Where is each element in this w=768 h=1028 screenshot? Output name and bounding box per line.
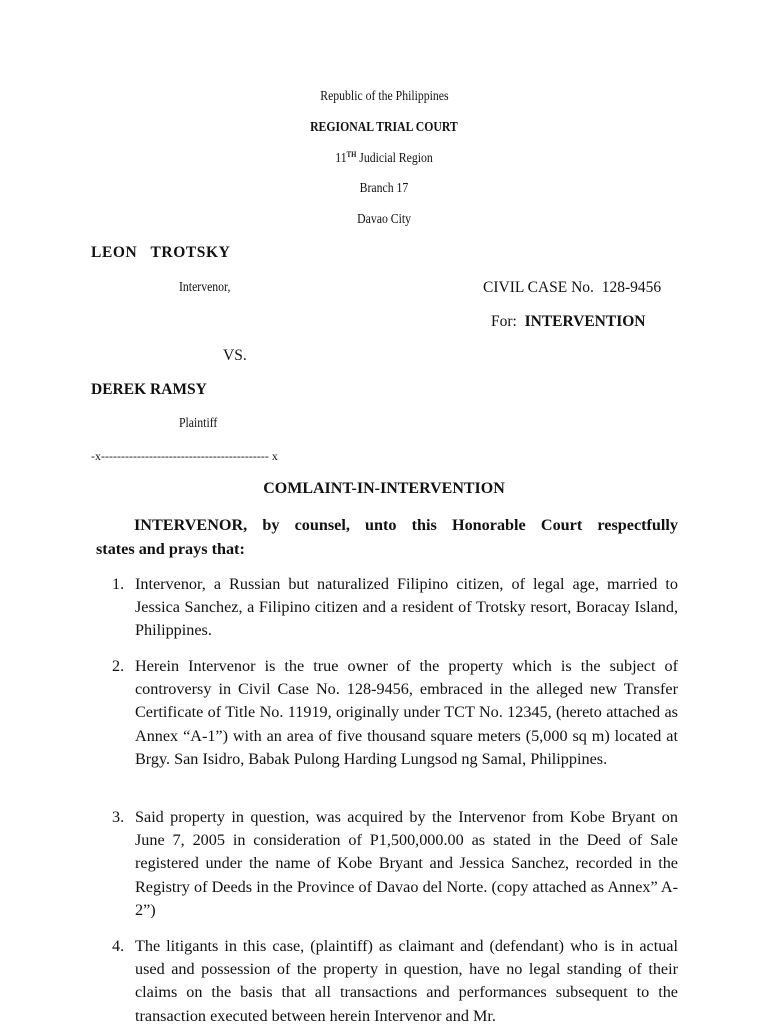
judicial-region: 11TH Judicial Region — [335, 150, 433, 166]
intervenor-role: Intervenor, — [179, 280, 231, 295]
for-label: For: — [491, 313, 517, 330]
item-number: 3. — [112, 808, 125, 826]
plaintiff-name: DEREK RAMSY — [91, 381, 207, 398]
versus: VS. — [223, 347, 247, 364]
item-number: 1. — [112, 575, 125, 593]
city-line: Davao City — [357, 212, 411, 227]
item-number: 4. — [112, 937, 125, 955]
caption-separator: -x------------------------------------------ x — [91, 449, 278, 463]
allegation-item-1 — [112, 573, 678, 643]
item-text: The litigants in this case, (plaintiff) as claimant and (defendant) who is in actual used and possession of the property in question, have no legal standing of their claims on the basis that all transactions and performances subsequent to the transaction executed between herein Intervenor and Mr. — [135, 937, 678, 1025]
allegation-item-4 — [112, 935, 678, 1028]
intro-line-2: states and prays that: — [96, 540, 245, 558]
republic-line: Republic of the Philippines — [319, 89, 449, 104]
case-number: 128-9456 — [601, 279, 662, 296]
allegation-item-3 — [112, 806, 678, 922]
civil-case-number — [483, 279, 661, 297]
item-number: 2. — [112, 657, 125, 675]
case-nature — [491, 313, 646, 331]
item-text: Intervenor, a Russian but naturalized Filipino citizen, of legal age, married to Jessica Sanchez, a Filipino citizen and a resident of Trotsky resort, Boracay Island, Philippines. — [135, 575, 678, 640]
branch-line: Branch 17 — [359, 181, 409, 196]
plaintiff-role: Plaintiff — [179, 416, 218, 431]
for-value: INTERVENTION — [524, 313, 646, 330]
item-text: Said property in question, was acquired by the Intervenor from Kobe Bryant on June 7, 2005 in consideration of P1,500,000.00 as stated in the Deed of Sale registered under the name of Kobe Bryant and Jessica Sanchez, recorded in the Registry of Deeds in the Province of Davao del Norte. (copy attached as Annex” A-2”) — [135, 808, 678, 919]
document-title: COMLAINT-IN-INTERVENTION — [263, 480, 505, 497]
court-name: REGIONAL TRIAL COURT — [310, 120, 458, 135]
case-label: CIVIL CASE No. — [483, 279, 594, 296]
intro-line-1: INTERVENOR, by counsel, unto this Honorable Court respectfully — [134, 516, 678, 534]
allegation-item-2 — [112, 655, 678, 771]
item-text: Herein Intervenor is the true owner of the property which is the subject of controversy in Civil Case No. 128-9456, embraced in the alleged new Transfer Certificate of Title No. 11919, originally under TCT No. 12345, (hereto attached as Annex “A-1”) with an area of five thousand square meters (5,000 sq m) located at Brgy. San Isidro, Babak Pulong Harding Lungsod ng Samal, Philippines. — [135, 657, 678, 768]
intervenor-name: LEON TROTSKY — [91, 244, 231, 261]
